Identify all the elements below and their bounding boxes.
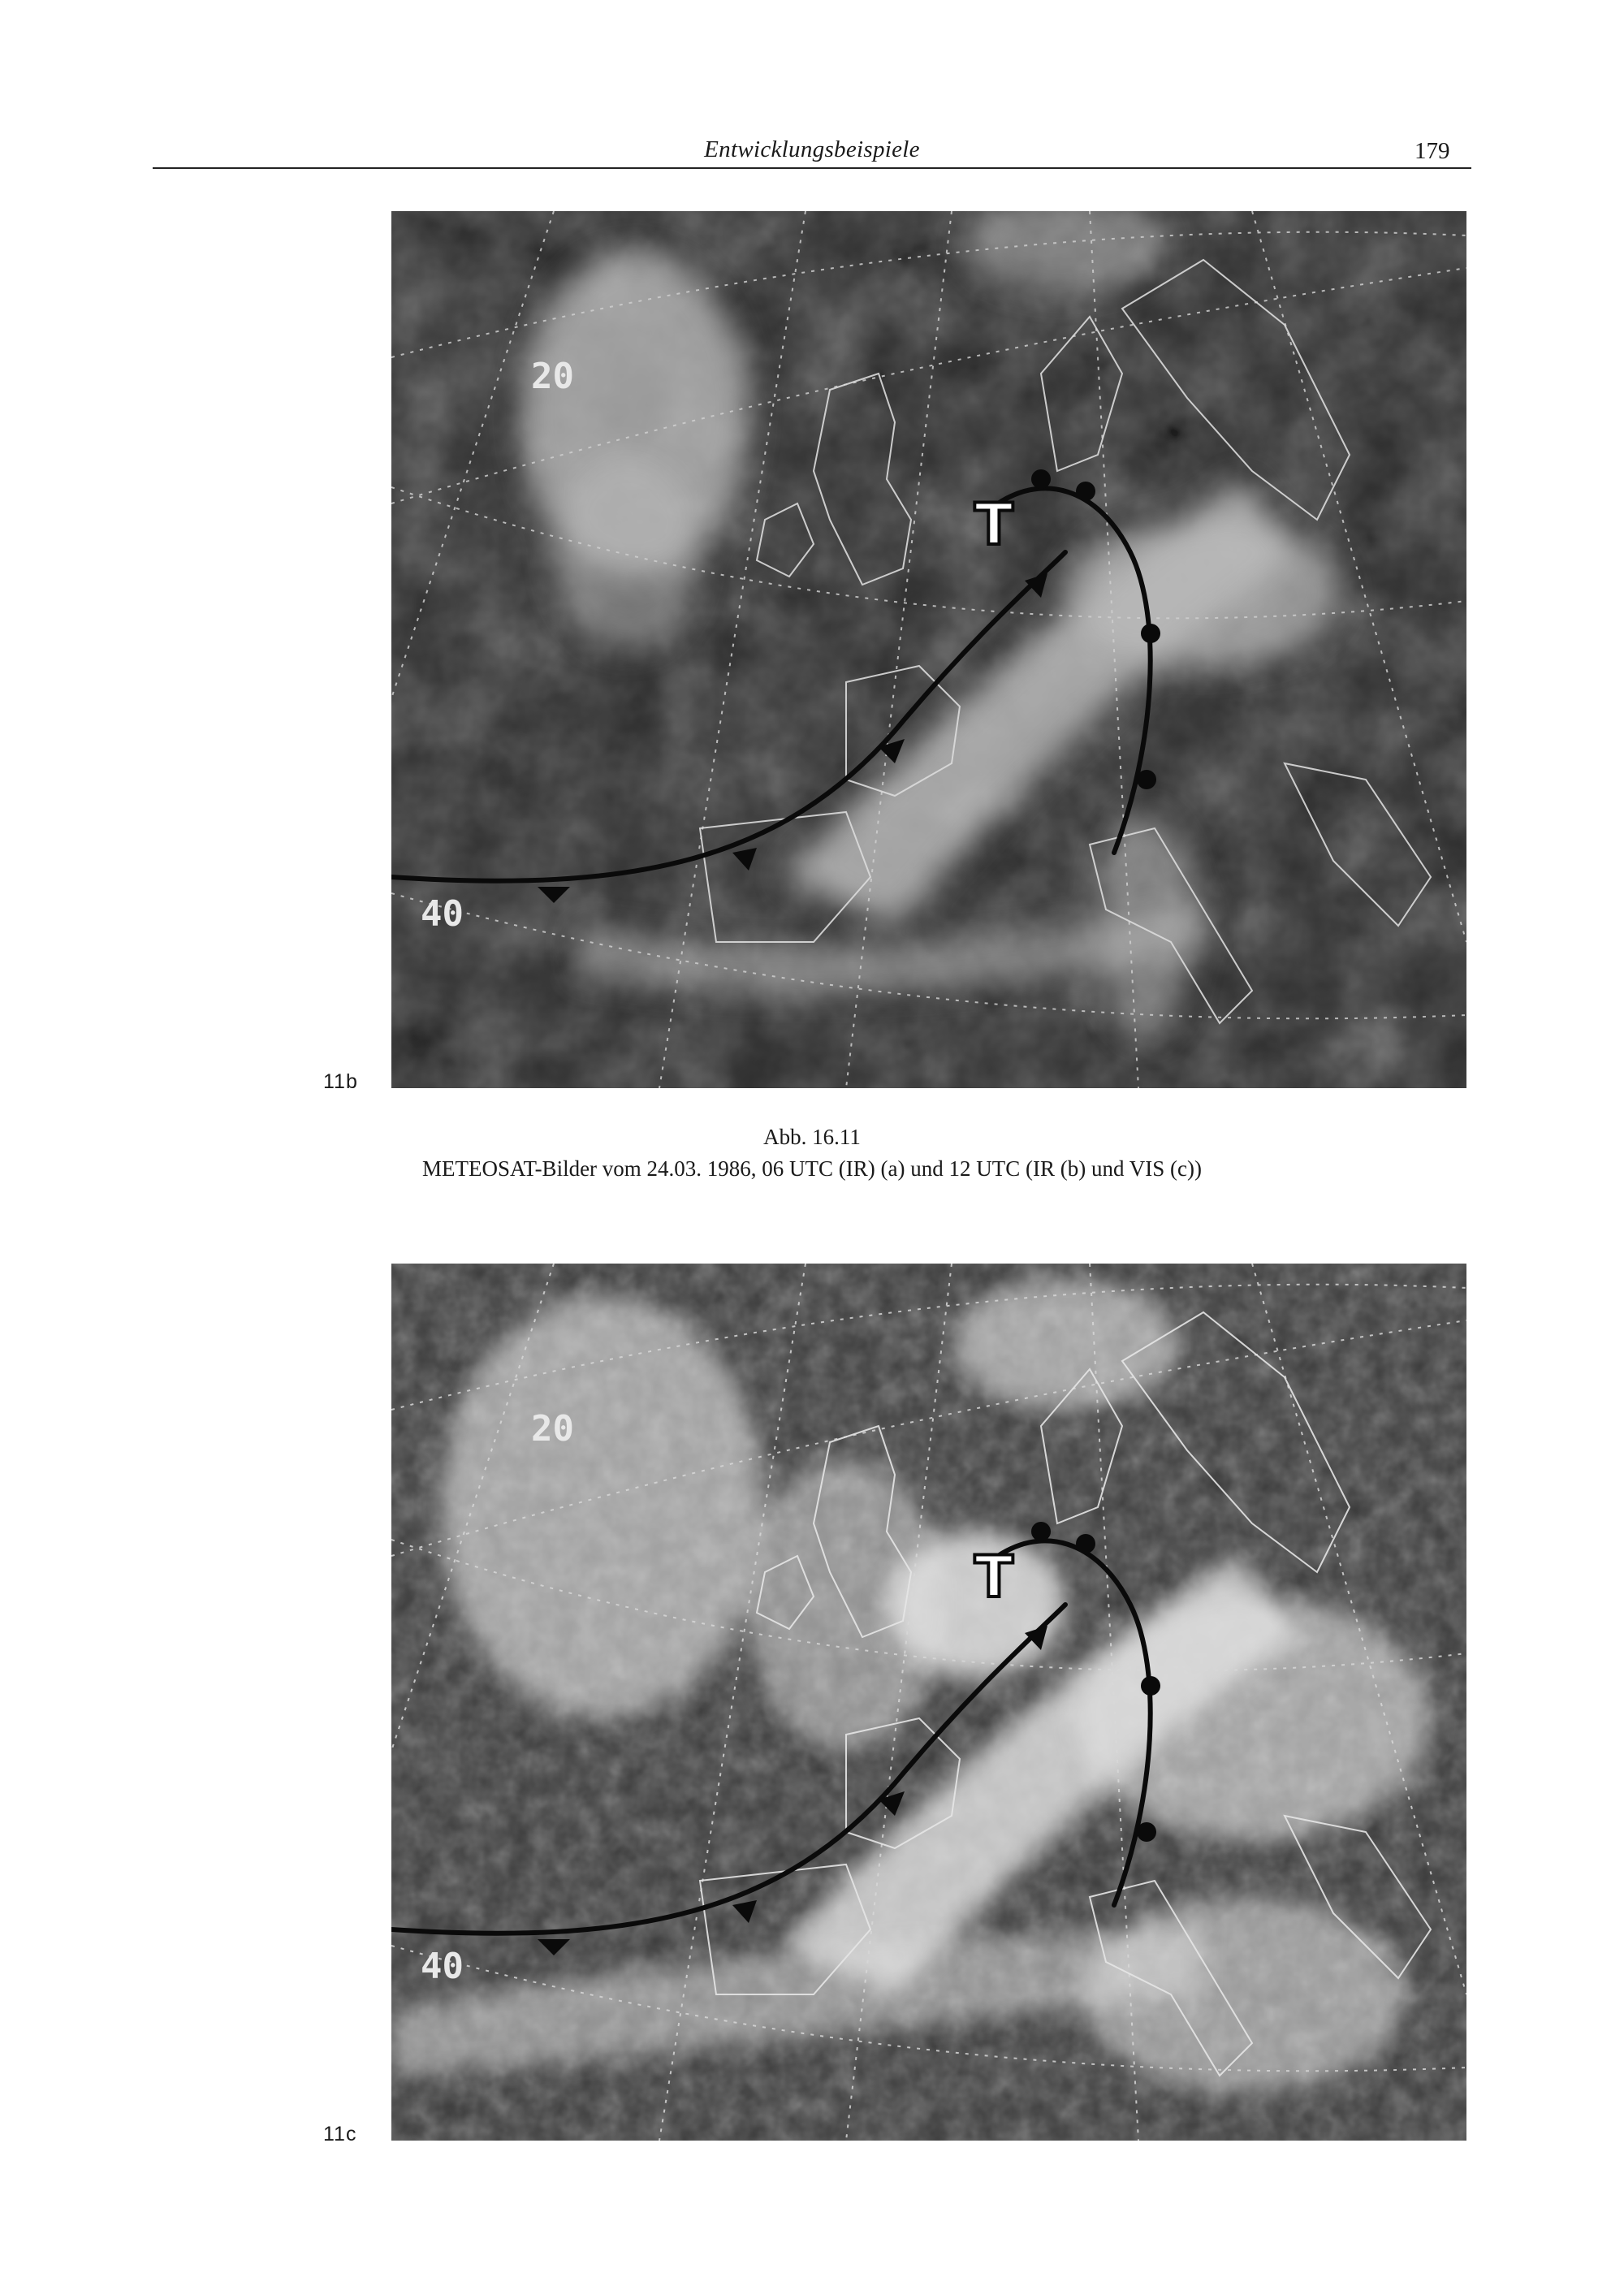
caption-text: METEOSAT-Bilder vom 24.03. 1986, 06 UTC (IR) (a) und 12 UTC (IR (b) und VIS (c)): [422, 1156, 1202, 1181]
latitude-label-40: 40: [421, 893, 464, 935]
satellite-image-vis: [391, 1264, 1466, 2141]
page-header-title: Entwicklungsbeispiele: [704, 136, 920, 162]
latitude-label-40: 40: [421, 1946, 464, 1987]
latitude-label-20: 20: [531, 356, 574, 397]
header-rule: [153, 167, 1471, 169]
satellite-image-vis-graphic: [391, 1264, 1466, 2141]
low-pressure-symbol: T: [974, 491, 1013, 558]
satellite-image-ir: [391, 211, 1466, 1088]
satellite-image-ir-graphic: [391, 211, 1466, 1088]
caption-figure-number: Abb. 16.11: [763, 1125, 861, 1149]
latitude-label-20: 20: [531, 1408, 574, 1450]
page-number: 179: [1415, 138, 1450, 164]
low-pressure-symbol: T: [974, 1544, 1013, 1610]
figure-label-11b: 11b: [323, 1070, 358, 1093]
figure-label-11c: 11c: [323, 2123, 357, 2145]
